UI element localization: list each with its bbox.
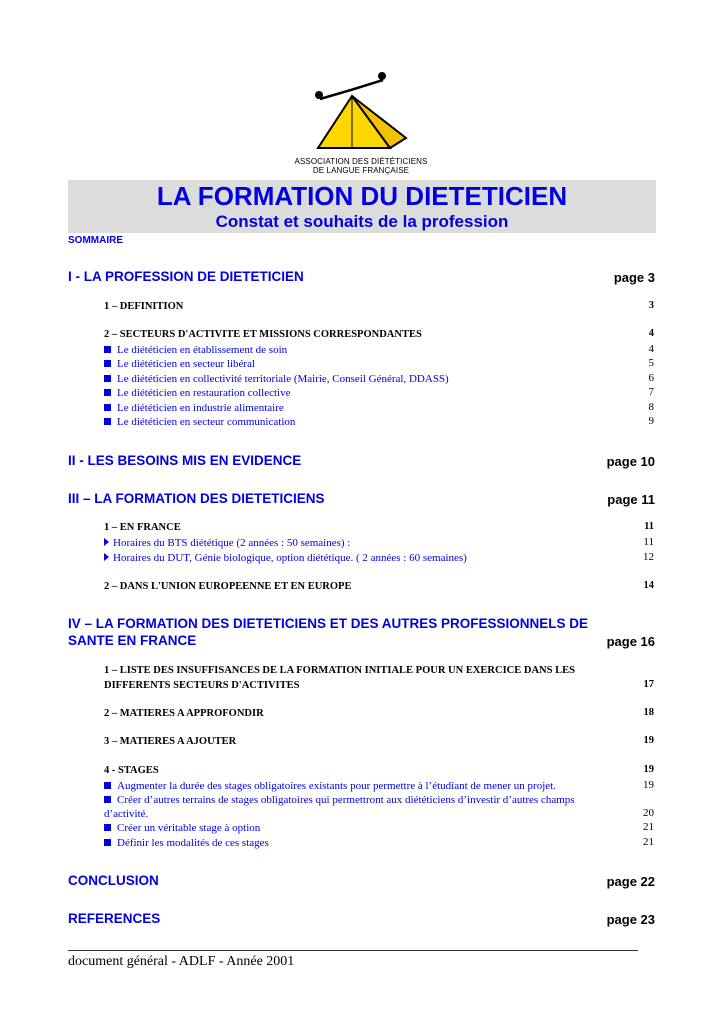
- s4-liste-label-line1: 1 – LISTE DES INSUFFISANCES DE LA FORMATION INITIALE POUR UN EXERCICE DANS LES: [104, 665, 575, 676]
- association-line2: DE LANGUE FRANÇAISE: [312, 166, 410, 175]
- list-item-text: Le diététicien en restauration collective: [117, 387, 291, 399]
- s3-europe-label: 2 – DANS L'UNION EUROPEENNE ET EN EUROPE: [104, 581, 352, 592]
- s4-approfondir-label: 2 – MATIERES A APPROFONDIR: [104, 708, 264, 719]
- conclusion-page: page 22: [606, 874, 655, 889]
- square-bullet-icon: [104, 360, 111, 367]
- list-item: [104, 779, 556, 793]
- list-item-text: Définir les modalités de ces stages: [117, 837, 269, 849]
- list-item-page: 19: [643, 779, 654, 791]
- document-title: LA FORMATION DU DIETETICIEN: [156, 181, 568, 211]
- square-bullet-icon: [104, 796, 111, 803]
- square-bullet-icon: [104, 824, 111, 831]
- square-bullet-icon: [104, 418, 111, 425]
- list-item-page: 11: [643, 536, 654, 548]
- s4-stages-page: 19: [643, 764, 654, 775]
- square-bullet-icon: [104, 375, 111, 382]
- list-item-page: 7: [648, 386, 654, 398]
- s4-liste-label-line2: DIFFERENTS SECTEURS D'ACTIVITES: [104, 680, 300, 691]
- references-title: REFERENCES: [68, 911, 161, 926]
- list-item: [104, 401, 284, 415]
- section-4-title-line1: IV – LA FORMATION DES DIETETICIENS ET DES AUTRES PROFESSIONNELS DE: [68, 616, 589, 631]
- list-item: [104, 343, 287, 357]
- s3-france-label: 1 – EN FRANCE: [104, 522, 181, 533]
- list-item-page: 4: [648, 343, 654, 355]
- square-bullet-icon: [104, 346, 111, 353]
- s4-stages-label: 4 - STAGES: [104, 765, 159, 776]
- document-subtitle: Constat et souhaits de la profession: [215, 212, 509, 231]
- list-item-text: Horaires du DUT, Génie biologique, option diététique. ( 2 années : 60 semaines): [113, 552, 467, 564]
- square-bullet-icon: [104, 839, 111, 846]
- section-2-page: page 10: [606, 454, 655, 469]
- list-item-text: Le diététicien en établissement de soin: [117, 344, 288, 356]
- list-item-text: Le diététicien en secteur communication: [117, 416, 296, 428]
- list-item-text: Créer d’autres terrains de stages obligatoires qui permettront aux diététiciens d’investir d’autres champs: [117, 794, 575, 806]
- square-bullet-icon: [104, 404, 111, 411]
- list-item-page: 6: [648, 372, 654, 384]
- association-name: [276, 157, 446, 175]
- s1-secteurs-page: 4: [648, 328, 654, 339]
- square-bullet-icon: [104, 389, 111, 396]
- footer-text: document général - ADLF - Année 2001: [68, 954, 295, 969]
- sommaire-label: SOMMAIRE: [68, 235, 123, 246]
- list-item-text: Le diététicien en industrie alimentaire: [117, 402, 284, 414]
- list-item: [104, 372, 449, 386]
- list-item-page: 12: [643, 551, 654, 563]
- section-1-page: page 3: [613, 270, 655, 285]
- association-line1: ASSOCIATION DES DIÉTÉTICIENS: [294, 157, 428, 166]
- list-item: [104, 793, 575, 807]
- list-item-text: Augmenter la durée des stages obligatoires existants pour permettre à l’étudiant de mener un projet.: [117, 780, 556, 792]
- section-1-title: I - LA PROFESSION DE DIETETICIEN: [68, 269, 304, 284]
- list-item: [104, 821, 260, 835]
- s3-france-page: 11: [644, 521, 654, 532]
- s1-secteurs-label: 2 – SECTEURS D'ACTIVITE ET MISSIONS CORRESPONDANTES: [104, 329, 422, 340]
- list-item-page: 9: [648, 415, 654, 427]
- s1-definition-page: 3: [648, 300, 654, 311]
- list-item: [104, 357, 255, 371]
- list-item-text: Le diététicien en secteur libéral: [117, 358, 256, 370]
- list-item-page: 21: [643, 821, 654, 833]
- list-item-page: 20: [643, 807, 654, 819]
- list-item-page: 8: [648, 401, 654, 413]
- section-3-page: page 11: [607, 492, 655, 507]
- list-item: [104, 836, 269, 850]
- conclusion-title: CONCLUSION: [68, 873, 159, 888]
- s4-ajouter-page: 19: [643, 735, 654, 746]
- s1-definition-label: 1 – DEFINITION: [104, 301, 184, 312]
- section-2-title: II - LES BESOINS MIS EN EVIDENCE: [68, 453, 302, 468]
- list-item: [104, 536, 350, 550]
- list-item-continuation: d’activité.: [104, 808, 149, 820]
- references-page: page 23: [606, 912, 655, 927]
- list-item: [104, 551, 467, 565]
- list-item-page: 21: [643, 836, 654, 848]
- list-item-text: Horaires du BTS diététique (2 années : 50 semaines) :: [113, 537, 351, 549]
- square-bullet-icon: [104, 782, 111, 789]
- triangle-bullet-icon: [104, 553, 109, 561]
- s4-ajouter-label: 3 – MATIERES A AJOUTER: [104, 736, 237, 747]
- list-item: [104, 386, 290, 400]
- footer-rule: [68, 950, 638, 951]
- section-3-title: III – LA FORMATION DES DIETETICIENS: [68, 491, 325, 506]
- s4-approfondir-page: 18: [643, 707, 654, 718]
- list-item-text: Le diététicien en collectivité territoriale (Mairie, Conseil Général, DDASS): [117, 373, 449, 385]
- section-4-page: page 16: [606, 634, 655, 649]
- list-item: [104, 415, 295, 429]
- s3-europe-page: 14: [643, 580, 654, 591]
- s4-liste-page: 17: [643, 679, 654, 690]
- triangle-bullet-icon: [104, 538, 109, 546]
- list-item-text: Créer un véritable stage à option: [117, 822, 261, 834]
- list-item-page: 5: [648, 357, 654, 369]
- section-4-title-line2: SANTE EN FRANCE: [68, 633, 197, 648]
